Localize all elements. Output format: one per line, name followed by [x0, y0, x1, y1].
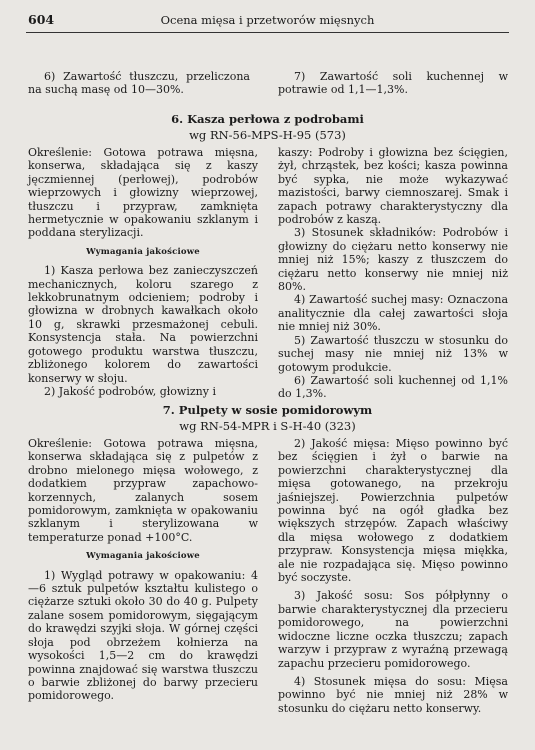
item-6-fat-content: 6) Zawartość tłuszczu, przeliczona na suchą masę od 10—30%. [28, 70, 250, 97]
section-7-left-column [28, 437, 258, 703]
section-7-right-column [278, 437, 508, 715]
section-6-req-4: 4) Zawartość suchej masy: Oznaczona analitycznie dla całej zawartości słoja nie mniej niż 30%. [278, 293, 508, 334]
section-7-title: 7. Pulpety w sosie pomidorowym [162, 403, 373, 417]
header-rule [26, 32, 509, 33]
section-7-definition: Określenie: Gotowa potrawa mięsna, konserwa składająca się z pulpetów z drobno mielonego mięsa wołowego, z dodatkiem przypraw zapachowo-korzennych, zalanych sosem pomidorowym, zamknięta w opakowaniu szklanym i sterylizowana w temperaturze ponad +100°C. [28, 437, 258, 544]
section-7-subheading: Wymagania jakościowe [86, 551, 200, 562]
top-left-column [28, 70, 250, 97]
section-6-req-2-start: 2) Jakość podrobów, głowizny i [44, 384, 216, 398]
section-6-req-6: 6) Zawartość soli kuchennej od 1,1% do 1,3%. [278, 373, 508, 401]
section-7-req-1: 1) Wygląd potrawy w opakowaniu: 4—6 sztuk pulpetów kształtu kulistego o ciężarze sztuki około 30 do 40 g. Pulpety zalane sosem pomidorowym, sięgającym do krawędzi szyjki słoja. W górnej części słoja pod obrzeżem kołnierza na wysokości 1,5—2 cm do krawędzi powinna znajdować się warstwa tłuszczu o barwie zbliżonej do barwy przecieru pomidorowego. [28, 568, 258, 703]
section-6-subheading: Wymagania jakościowe [86, 246, 200, 257]
section-6-right-column [278, 146, 508, 401]
item-7-salt-content: 7) Zawartość soli kuchennej w potrawie od 1,1—1,3%. [278, 70, 508, 97]
section-7-code: wg RN-54-MPR i S-H-40 (323) [179, 419, 356, 433]
section-6-req-5: 5) Zawartość tłuszczu w stosunku do suchej masy nie mniej niż 13% w gotowym produkcie. [278, 333, 508, 374]
section-6-code: wg RN-56-MPS-H-95 (573) [189, 128, 346, 142]
section-7-req-4: 4) Stosunek mięsa do sosu: Mięsa powinno być nie mniej niż 28% w stosunku do ciężaru netto konserwy. [278, 674, 508, 715]
page-number: 604 [28, 12, 55, 27]
section-6-title: 6. Kasza perłowa z podrobami [171, 112, 364, 126]
section-6-req-2-cont: kaszy: Podroby i głowizna bez ścięgien, żył, chrząstek, bez kości; kasza powinna być sypka, nie może wykazywać mazistości, barwy ciemnoszarej. Smak i zapach potrawy charakterystyczny dla podrobów z kaszą. [278, 146, 508, 227]
section-6-left-column [28, 146, 258, 398]
section-6-req-3: 3) Stosunek składników: Podrobów i głowizny do ciężaru netto konserwy nie mniej niż 15%; kaszy z tłuszczem do ciężaru netto konserwy nie mniej niż 80%. [278, 226, 508, 294]
top-right-column [278, 70, 508, 97]
section-6-definition: Określenie: Gotowa potrawa mięsna, konserwa, składająca się z kaszy jęczmiennej (perłowej), podrobów wieprzowych i głowizny wieprzowej, tłuszczu i przypraw, zamknięta hermetycznie w opakowaniu szklanym i poddana sterylizacji. [28, 146, 258, 240]
section-7-req-3: 3) Jakość sosu: Sos półpłynny o barwie charakterystycznej dla przecieru pomidorowego, na powierzchni widoczne liczne oczka tłuszczu; zapach warzyw i przypraw z wyraźną przewagą zapachu przecieru pomidorowego. [278, 589, 508, 670]
section-7-req-2: 2) Jakość mięsa: Mięso powinno być bez ścięgien i żył o barwie na powierzchni charakterystycznej dla mięsa gotowanego, na przekroju jaśniejszej. Powierzchnia pulpetów powinna być na ogół gładka bez większych strzępów. Zapach właściwy dla mięsa wołowego z dodatkiem przypraw. Konsystencja mięsa miękka, ale nie rozpadająca się. Mięso powinno być soczyste. [278, 437, 508, 585]
section-6-req-1: 1) Kasza perłowa bez zanieczyszczeń mechanicznych, koloru szarego z lekkobrunatnym odcieniem; podroby i głowizna w drobnych kawałkach około 10 g, skrawki przesmażonej cebuli. Konsystencja stała. Na powierzchni gotowego produktu warstwa tłuszczu, zbliżonego kolorem do zawartości konserwy w słoju. [28, 264, 258, 385]
running-title: Ocena mięsa i przetworów mięsnych [160, 13, 375, 27]
